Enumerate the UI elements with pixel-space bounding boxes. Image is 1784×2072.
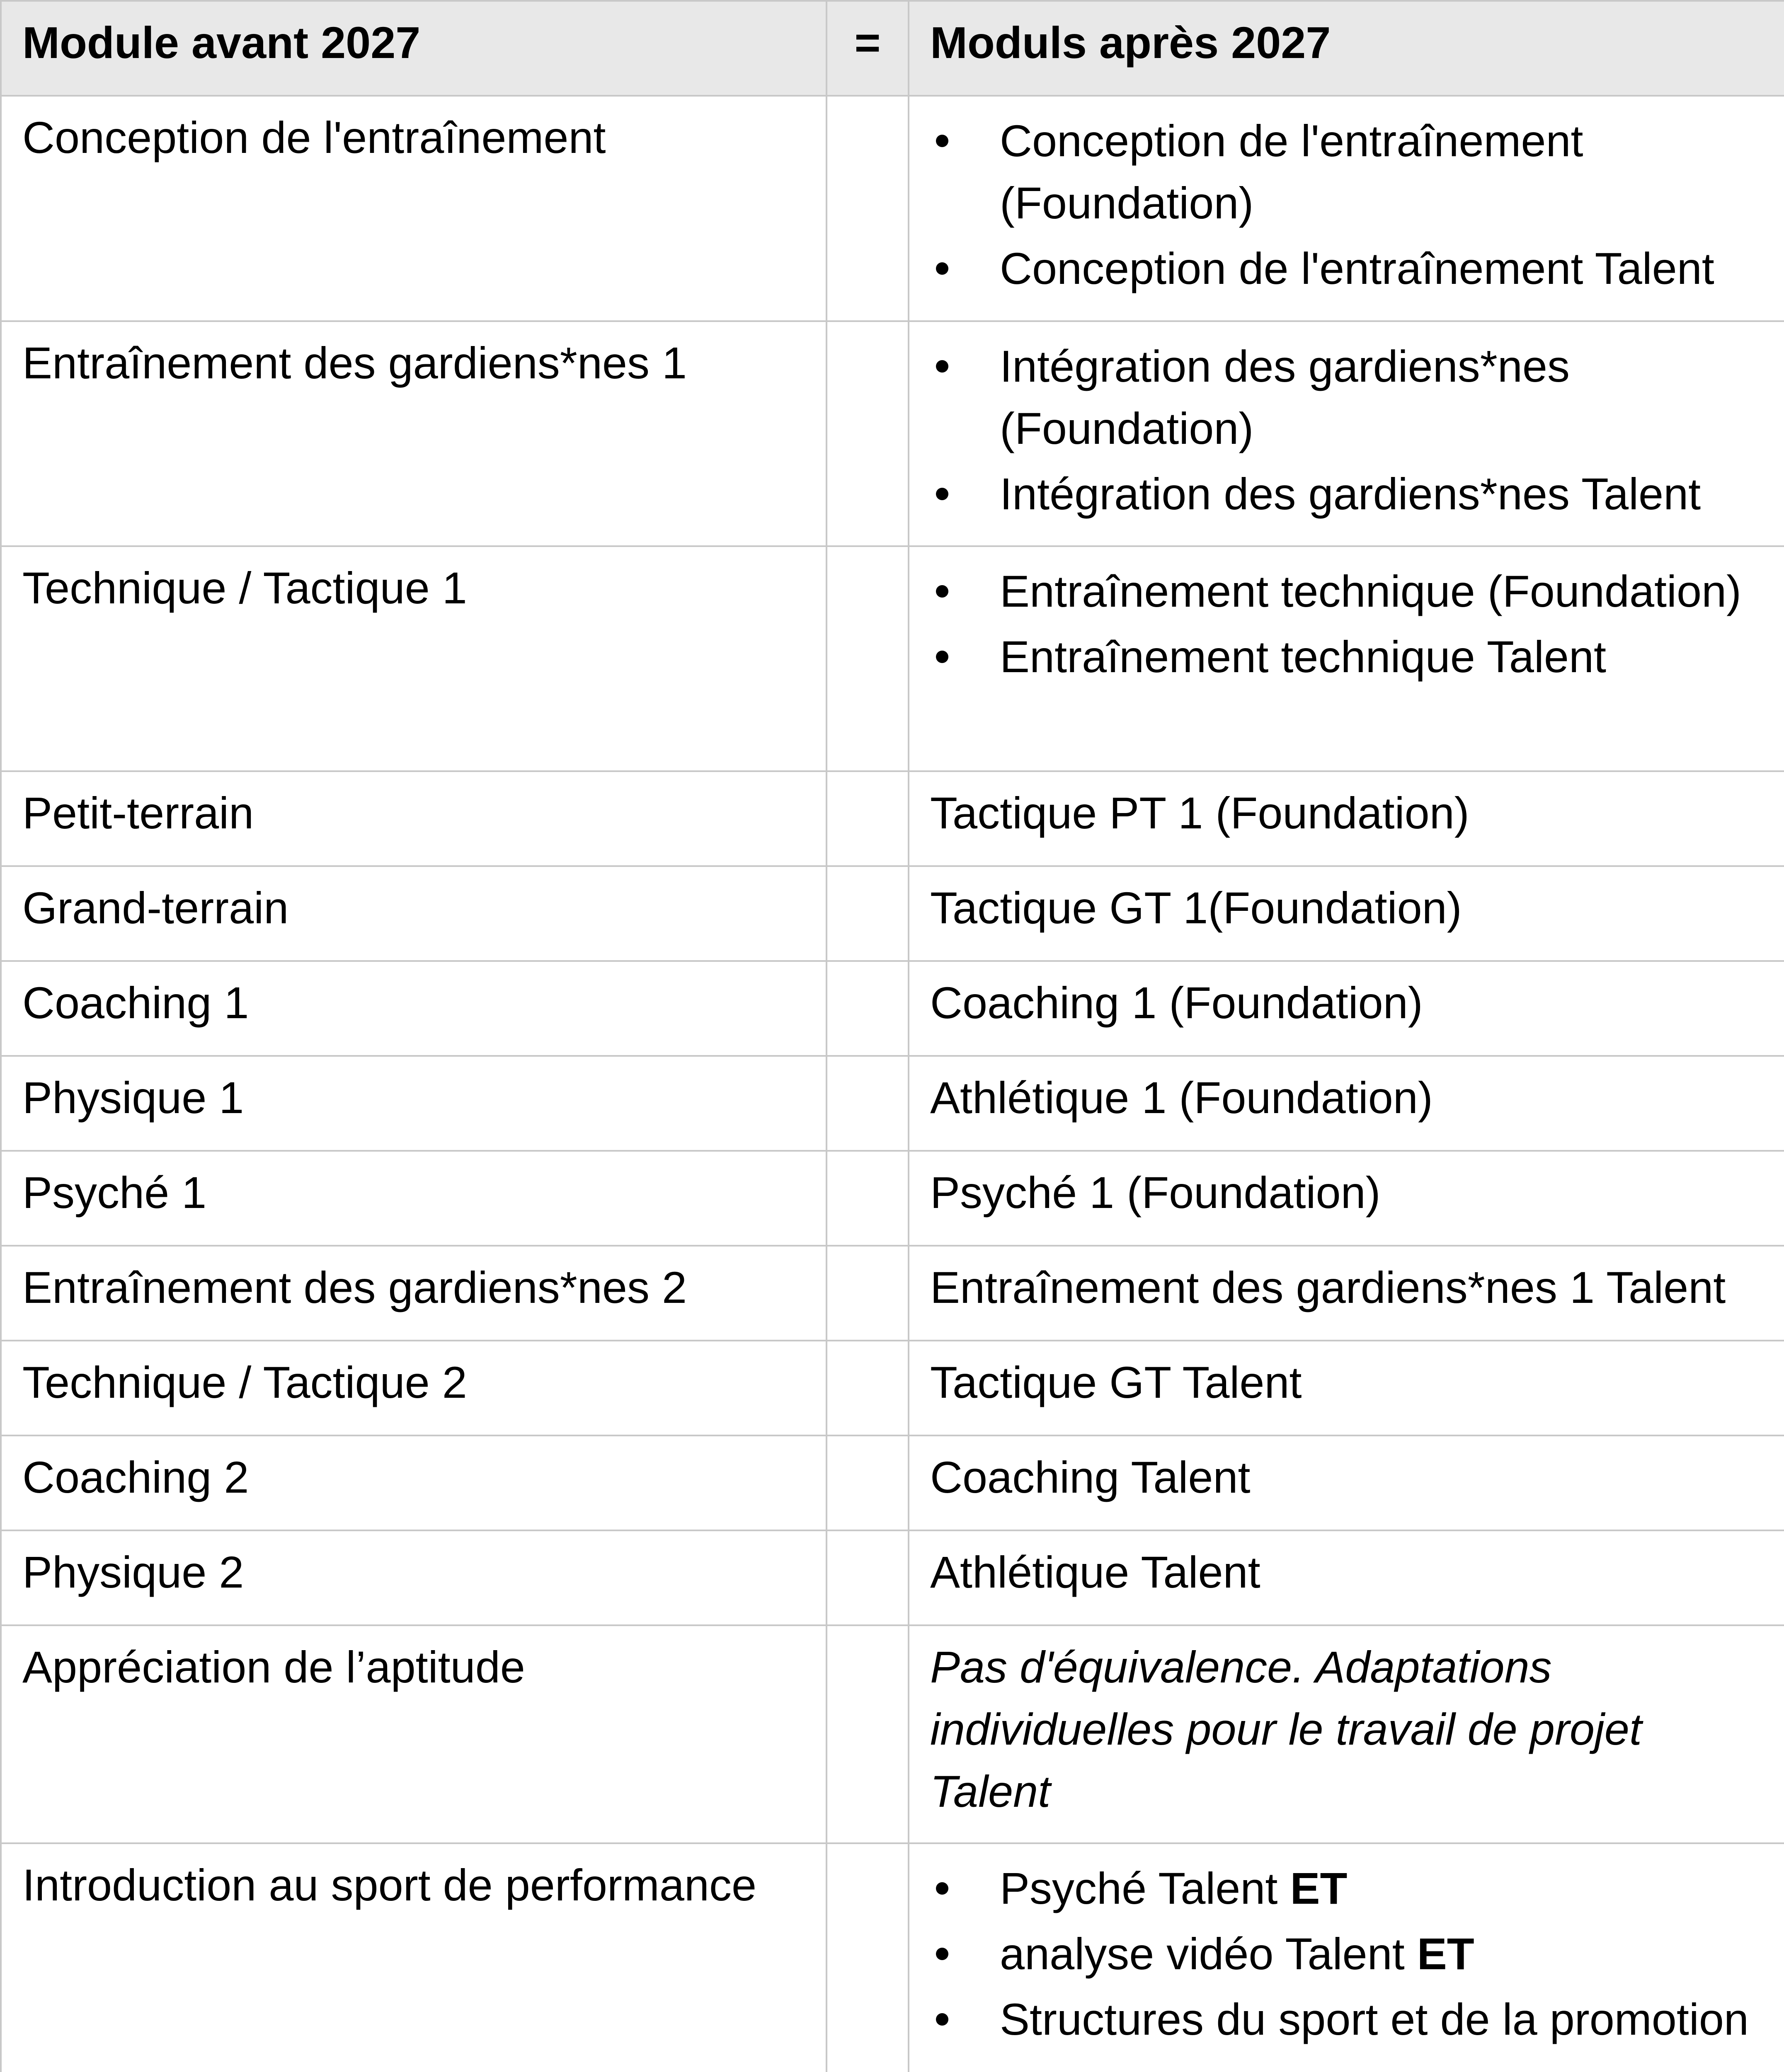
after-list — [930, 560, 1763, 688]
cell-before: Physique 1 — [1, 1056, 827, 1151]
list-item — [930, 237, 1763, 300]
list-item-text: Structures du sport et de la promotion — [1000, 1994, 1749, 2044]
bullet-icon — [936, 585, 948, 598]
table-row — [1, 1625, 1784, 1843]
cell-equals — [827, 866, 909, 961]
table-row — [1, 866, 1784, 961]
after-list — [930, 335, 1763, 525]
list-item-conjunction: ET — [1417, 1929, 1474, 1979]
list-item — [930, 1923, 1763, 1985]
cell-after: Tactique PT 1 (Foundation) — [909, 771, 1784, 866]
cell-equals — [827, 96, 909, 321]
list-item-text: Entraînement technique Talent — [1000, 632, 1607, 682]
cell-equals — [827, 1843, 909, 2072]
bullet-icon — [936, 1882, 948, 1895]
bullet-icon — [936, 262, 948, 275]
cell-after: Coaching Talent — [909, 1435, 1784, 1530]
cell-equals — [827, 771, 909, 866]
list-item-text: Entraînement technique (Foundation) — [1000, 566, 1742, 616]
list-item — [930, 626, 1763, 688]
cell-after: Athlétique Talent — [909, 1530, 1784, 1625]
cell-equals — [827, 1435, 909, 1530]
cell-equals — [827, 1151, 909, 1246]
cell-before: Psyché 1 — [1, 1151, 827, 1246]
cell-before: Technique / Tactique 2 — [1, 1341, 827, 1435]
cell-equals — [827, 321, 909, 546]
after-list — [930, 1857, 1763, 2050]
list-item-text: analyse vidéo Talent — [1000, 1929, 1405, 1979]
list-item-text: Intégration des gardiens*nes (Foundation) — [1000, 341, 1570, 453]
list-item — [930, 463, 1763, 525]
cell-before: Conception de l'entraînement — [1, 96, 827, 321]
bullet-icon — [936, 488, 948, 500]
bullet-icon — [936, 651, 948, 663]
header-before: Module avant 2027 — [1, 1, 827, 96]
list-item-text: Conception de l'entraînement Talent — [1000, 243, 1714, 293]
cell-after — [909, 96, 1784, 321]
cell-before: Entraînement des gardiens*nes 2 — [1, 1246, 827, 1341]
list-item — [930, 335, 1763, 460]
cell-before: Coaching 1 — [1, 961, 827, 1056]
cell-equals — [827, 546, 909, 771]
cell-before: Grand-terrain — [1, 866, 827, 961]
cell-after: Tactique GT 1(Foundation) — [909, 866, 1784, 961]
cell-before: Petit-terrain — [1, 771, 827, 866]
table-row — [1, 1151, 1784, 1246]
header-equals: = — [827, 1, 909, 96]
table-row — [1, 1341, 1784, 1435]
table-row — [1, 321, 1784, 546]
table-row — [1, 1843, 1784, 2072]
cell-equals — [827, 961, 909, 1056]
cell-equals — [827, 1056, 909, 1151]
header-row — [1, 1, 1784, 96]
list-item — [930, 1988, 1763, 2050]
cell-after: Coaching 1 (Foundation) — [909, 961, 1784, 1056]
cell-after: Psyché 1 (Foundation) — [909, 1151, 1784, 1246]
cell-equals — [827, 1625, 909, 1843]
cell-after — [909, 321, 1784, 546]
table-row — [1, 546, 1784, 771]
list-item — [930, 560, 1763, 622]
list-item — [930, 1857, 1763, 1920]
cell-after: Tactique GT Talent — [909, 1341, 1784, 1435]
cell-equals — [827, 1530, 909, 1625]
cell-after: Entraînement des gardiens*nes 1 Talent — [909, 1246, 1784, 1341]
list-item-text: Intégration des gardiens*nes Talent — [1000, 469, 1701, 519]
list-item — [930, 110, 1763, 234]
table-row — [1, 1246, 1784, 1341]
bullet-icon — [936, 1948, 948, 1960]
cell-after: Athlétique 1 (Foundation) — [909, 1056, 1784, 1151]
list-item-text: Psyché Talent — [1000, 1863, 1278, 1913]
list-item-text: Conception de l'entraînement (Foundation) — [1000, 116, 1583, 228]
table-row — [1, 1530, 1784, 1625]
cell-after-note: Pas d'équivalence. Adaptations individuelles pour le travail de projet Talent — [909, 1625, 1784, 1843]
cell-after — [909, 1843, 1784, 2072]
cell-before: Physique 2 — [1, 1530, 827, 1625]
after-list — [930, 110, 1763, 300]
cell-equals — [827, 1246, 909, 1341]
cell-before: Entraînement des gardiens*nes 1 — [1, 321, 827, 546]
cell-before: Coaching 2 — [1, 1435, 827, 1530]
bullet-icon — [936, 135, 948, 147]
table-row — [1, 1435, 1784, 1530]
header-after: Moduls après 2027 — [909, 1, 1784, 96]
cell-before: Appréciation de l’aptitude — [1, 1625, 827, 1843]
cell-before: Technique / Tactique 1 — [1, 546, 827, 771]
list-item-conjunction: ET — [1290, 1863, 1348, 1913]
cell-before: Introduction au sport de performance — [1, 1843, 827, 2072]
table-row — [1, 771, 1784, 866]
bullet-icon — [936, 2013, 948, 2026]
cell-equals — [827, 1341, 909, 1435]
table-row — [1, 961, 1784, 1056]
cell-after — [909, 546, 1784, 771]
table-row — [1, 96, 1784, 321]
bullet-icon — [936, 360, 948, 373]
table-row — [1, 1056, 1784, 1151]
